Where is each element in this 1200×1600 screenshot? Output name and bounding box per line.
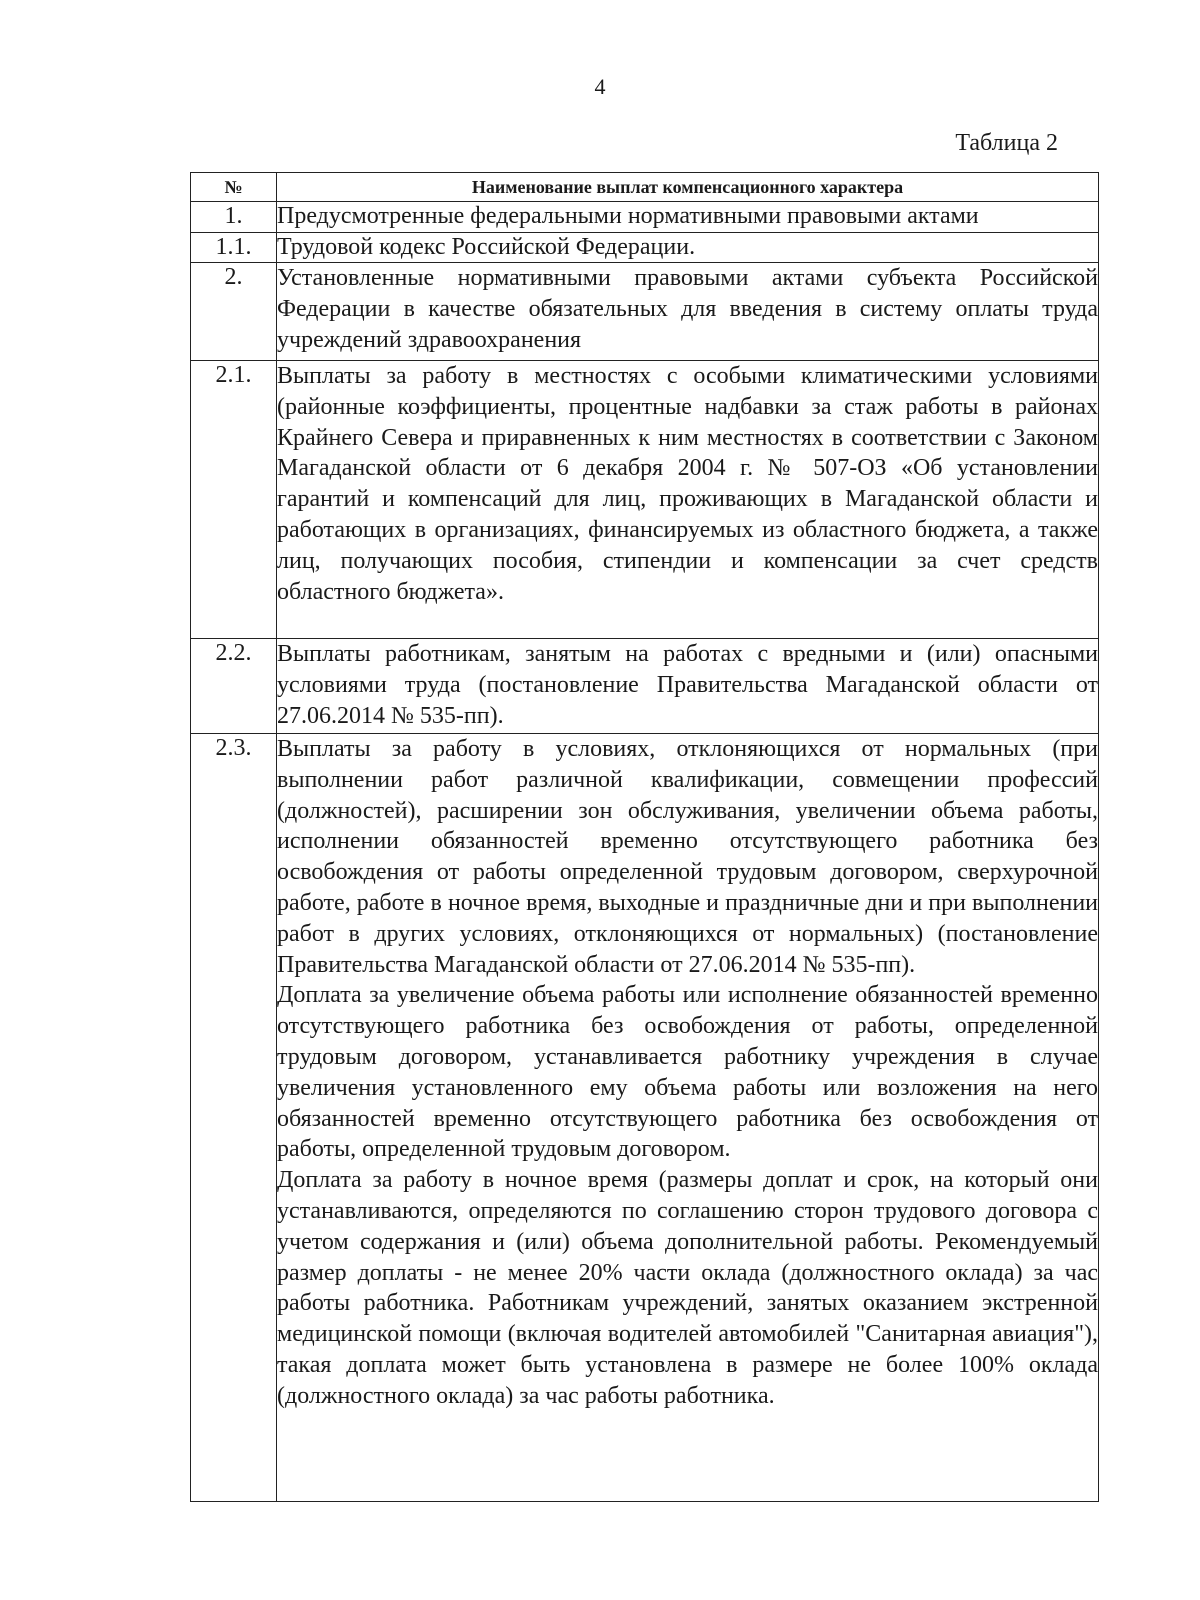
row-paragraph: Установленные нормативными правовыми актами субъекта Российской Федерации в качестве обязательных для введения в систему оплаты труда учреждений здравоохранения: [277, 265, 1098, 353]
row-text: [277, 233, 1099, 263]
row-text: [277, 361, 1099, 639]
row-paragraph: Выплаты за работу в условиях, отклоняющихся от нормальных (при выполнении работ различной квалификации, совмещении профессий (должностей), расширении зон обслуживания, увеличении объема работы, исполнении обязанностей временно отсутствующего работника без освобождения от работы определенной трудовым договором, сверхурочной работе, работе в ночное время, выходные и праздничные дни и при выполнении работ в других условиях, отклоняющихся от нормальных) (постановление Правительства Магаданской области от 27.06.2014 № 535-пп).: [277, 736, 1098, 978]
row-text: [277, 202, 1099, 233]
row-paragraph: Доплата за увеличение объема работы или исполнение обязанностей временно отсутствующего работника без освобождения от работы, определенной трудовым договором, устанавливается работнику учреждения в случае увеличения установленного ему объема работы или возложения на него обязанностей временно отсутствующего работника без освобождения от работы, определенной трудовым договором.: [277, 982, 1098, 1163]
compensation-payments-table: [190, 172, 1099, 1502]
row-paragraph: Выплаты за работу в местностях с особыми климатическими условиями (районные коэффициенты, процентные надбавки за стаж работы в районах Крайнего Севера и приравненных к ним местностях в соответствии с Законом Магаданской области от 6 декабря 2004 г. № 507-ОЗ «Об установлении гарантий и компенсаций для лиц, проживающих в Магаданской области и работающих в организациях, финансируемых из областного бюджета, а также лиц, получающих пособия, стипендии и компенсации за счет средств областного бюджета».: [277, 363, 1098, 605]
table-row: [191, 639, 1099, 734]
page-number: 4: [594, 74, 606, 99]
row-number: 2.3.: [191, 734, 277, 1502]
table-caption: Таблица 2: [955, 130, 1058, 156]
row-paragraph: Доплата за работу в ночное время (размеры доплат и срок, на который они устанавливаются, определяются по соглашению сторон трудового договора с учетом содержания и (или) объема дополнительной работы. Рекомендуемый размер доплаты - не менее 20% части оклада (должностного оклада) за час работы работника. Работникам учреждений, занятых оказанием экстренной медицинской помощи (включая водителей автомобилей "Санитарная авиация"), такая доплата может быть установлена в размере не более 100% оклада (должностного оклада) за час работы работника.: [277, 1167, 1098, 1409]
row-number: 2.2.: [191, 639, 277, 734]
row-paragraph: Предусмотренные федеральными нормативными правовыми актами: [277, 203, 979, 229]
row-paragraph: Выплаты работникам, занятым на работах с вредными и (или) опасными условиями труда (постановление Правительства Магаданской области от 27.06.2014 № 535-пп).: [277, 641, 1098, 729]
row-number: 1.: [191, 202, 277, 233]
row-text: [277, 263, 1099, 361]
row-number: 1.1.: [191, 233, 277, 263]
row-number: 2.1.: [191, 361, 277, 639]
table-row: [191, 202, 1099, 233]
header-number: №: [191, 173, 277, 202]
header-payment-name: Наименование выплат компенсационного характера: [277, 173, 1099, 202]
row-number: 2.: [191, 263, 277, 361]
row-text: [277, 734, 1099, 1502]
table-header-row: [191, 173, 1099, 202]
row-text: [277, 639, 1099, 734]
table-row: [191, 233, 1099, 263]
table-row: [191, 263, 1099, 361]
table-row: [191, 361, 1099, 639]
row-paragraph: Трудовой кодекс Российской Федерации.: [277, 234, 696, 260]
table-row: [191, 734, 1099, 1502]
